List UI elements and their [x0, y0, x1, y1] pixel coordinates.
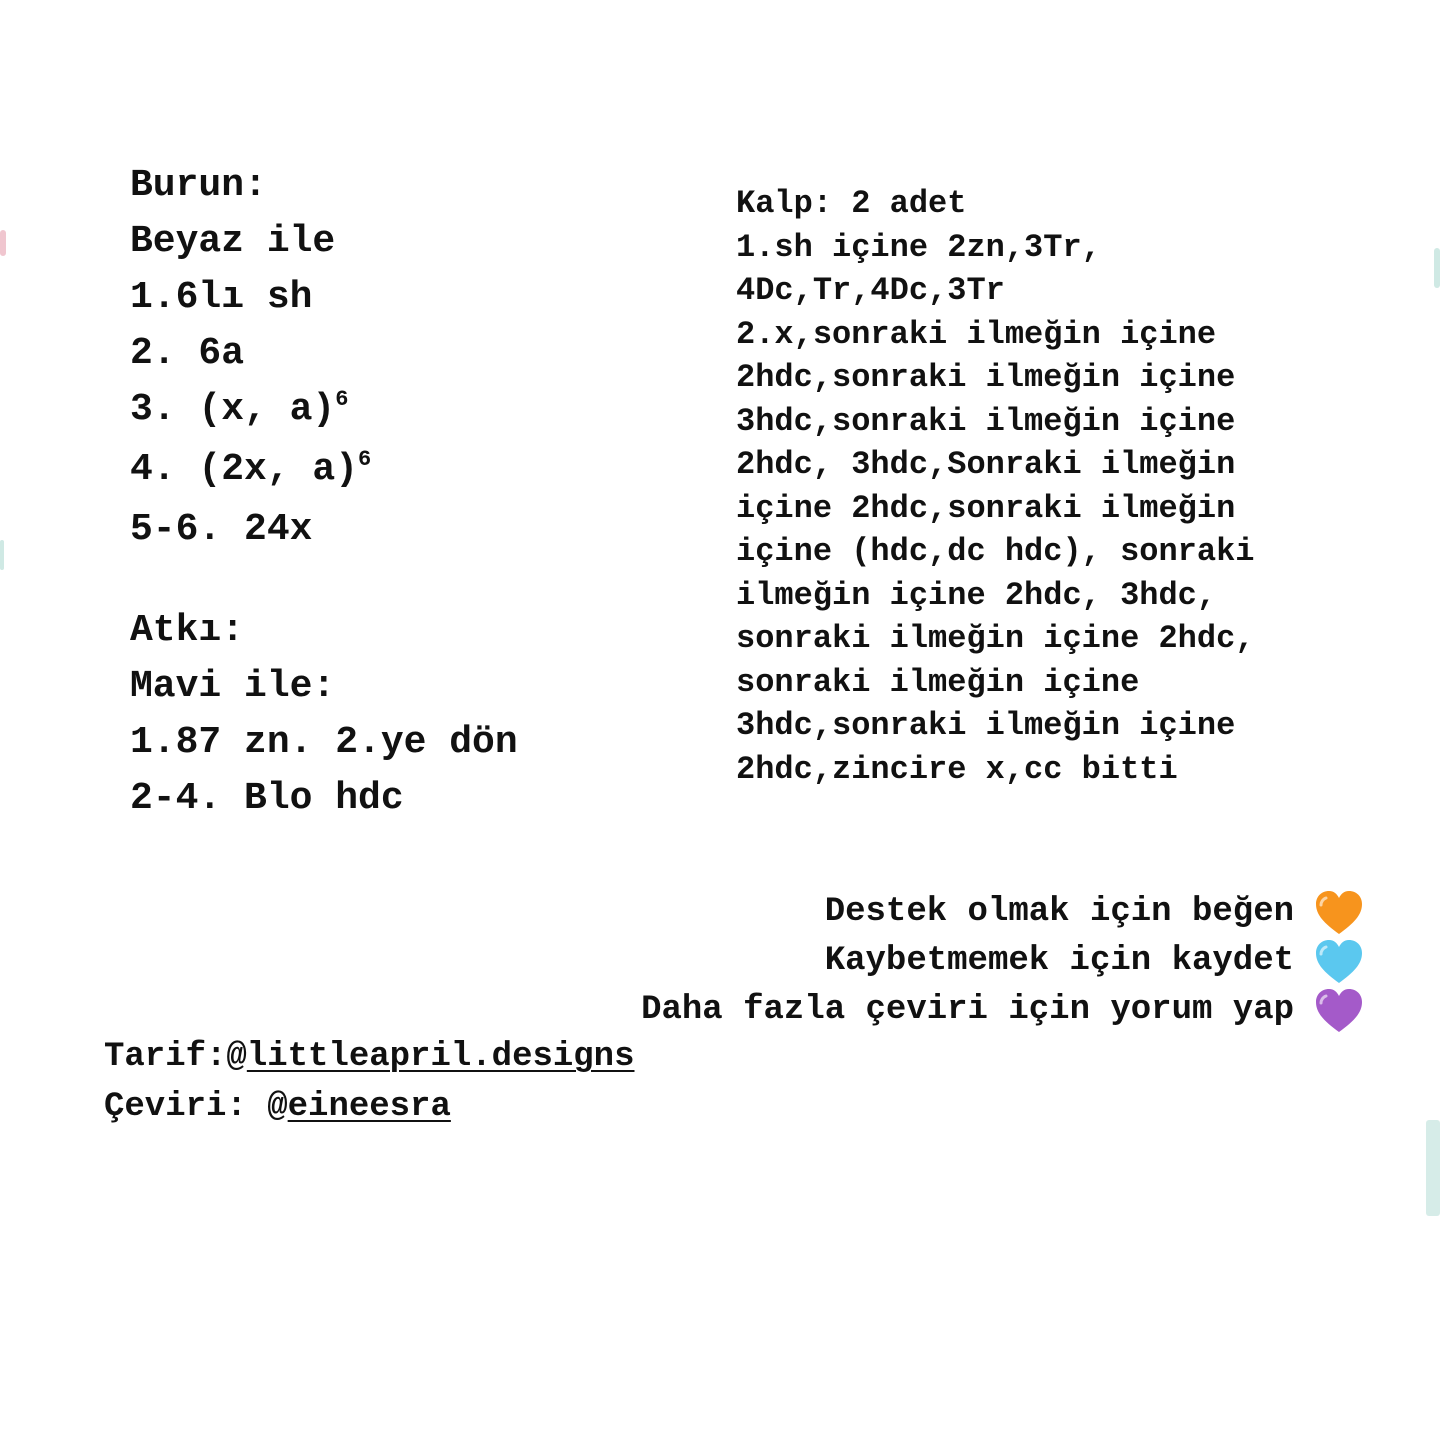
heart-line: 2.x,sonraki ilmeğin içine	[736, 315, 1217, 353]
edge-decoration	[1426, 1120, 1440, 1216]
heart-line: 4Dc,Tr,4Dc,3Tr	[736, 272, 1005, 309]
support-text: Daha fazla çeviri için yorum yap	[641, 991, 1294, 1029]
recipe-label: Tarif:@	[104, 1038, 247, 1076]
nose-title: Burun:	[130, 164, 267, 207]
nose-color: Beyaz ile	[130, 220, 336, 263]
heart-line: içine 2hdc,sonraki ilmeğin	[736, 489, 1236, 527]
scarf-round: 2-4. Blo hdc	[130, 777, 404, 820]
heart-line: 2hdc,sonraki ilmeğin içine	[736, 359, 1236, 396]
heart-title: Kalp: 2 adet	[736, 185, 967, 222]
exponent: 6	[335, 387, 349, 412]
support-row-like	[641, 888, 1364, 937]
support-messages	[641, 888, 1364, 1035]
translation-handle-link[interactable]: eineesra	[287, 1088, 451, 1126]
nose-round: 5-6. 24x	[130, 508, 313, 551]
heart-line: içine (hdc,dc hdc), sonraki	[736, 533, 1255, 570]
edge-decoration	[0, 540, 4, 570]
orange-heart-icon	[1314, 888, 1364, 937]
heart-line: sonraki ilmeğin içine	[736, 663, 1140, 701]
scarf-section	[130, 603, 518, 827]
support-row-save	[641, 937, 1364, 986]
nose-round: 3. (x, a)$^6$	[130, 387, 349, 431]
support-row-comment	[641, 986, 1364, 1035]
nose-round: 2. 6a	[130, 332, 245, 375]
heart-line: 3hdc,sonraki ilmeğin içine	[736, 707, 1236, 744]
nose-round: 1.6lı sh	[130, 276, 313, 319]
nose-round: 4. (2x, a)$^6$	[130, 447, 372, 491]
recipe-handle-link[interactable]: littleapril.designs	[246, 1038, 635, 1076]
exponent: 6	[358, 447, 372, 472]
scarf-title: Atkı:	[130, 609, 245, 652]
heart-line: 2hdc,zincire x,cc bitti	[736, 750, 1178, 788]
support-text: Destek olmak için beğen	[824, 893, 1294, 931]
credits	[104, 1032, 635, 1132]
translation-label: Çeviri: @	[104, 1088, 288, 1126]
heart-line: 1.sh içine 2zn,3Tr,	[736, 228, 1101, 266]
translation-credit	[104, 1082, 635, 1132]
scarf-round: 1.87 zn. 2.ye dön	[130, 721, 518, 764]
heart-line: 2hdc, 3hdc,Sonraki ilmeğin	[736, 446, 1236, 483]
heart-section	[736, 182, 1254, 791]
recipe-credit	[104, 1032, 635, 1082]
heart-line: 3hdc,sonraki ilmeğin içine	[736, 402, 1236, 440]
scarf-color: Mavi ile:	[130, 665, 336, 708]
edge-decoration	[1434, 248, 1440, 288]
purple-heart-icon	[1314, 986, 1364, 1035]
support-text: Kaybetmemek için kaydet	[824, 942, 1294, 980]
light-blue-heart-icon	[1314, 937, 1364, 986]
heart-line: sonraki ilmeğin içine 2hdc,	[736, 620, 1255, 657]
nose-section	[130, 158, 371, 558]
edge-decoration	[0, 230, 6, 256]
heart-line: ilmeğin içine 2hdc, 3hdc,	[736, 576, 1217, 614]
